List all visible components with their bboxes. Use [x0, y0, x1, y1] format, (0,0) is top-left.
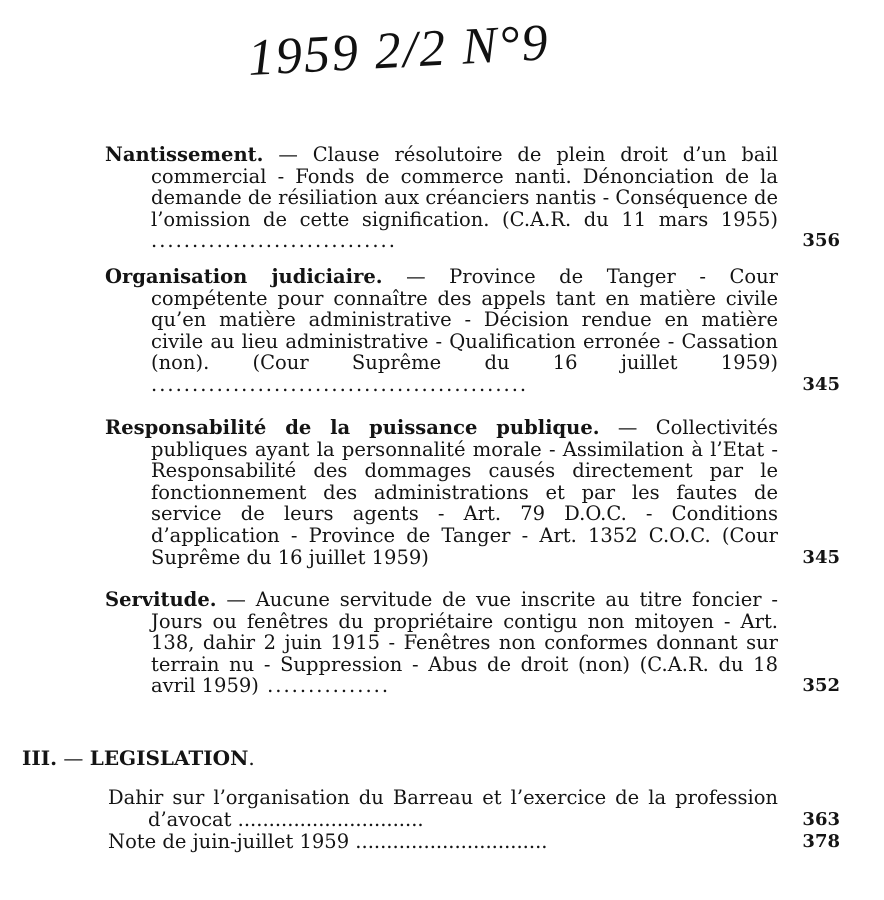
- legislation-text: Dahir sur l’organisation du Barreau et l’exercice de la profession d’avocat: [108, 786, 778, 831]
- entry-body: — Clause résolutoire de plein droit d’un bail commercial - Fonds de commerce nanti. Dénonciation de la demande de résiliation aux créanciers nantis - Conséquence de l’omission de cette signification. (C.A.R. du 11 mars 1955): [151, 143, 779, 231]
- page-number: 345: [802, 373, 840, 395]
- page-number: 356: [802, 230, 840, 252]
- entry-body: — Province de Tanger - Cour compétente pour connaître des appels tant en matière civile qu’en matière administrative - Décision rendue en matière civile au lieu administrative - Qualification erronée - Cassation (non). (Cour Suprême du 16 juillet 1959): [151, 265, 779, 375]
- leader-dots: ..............................: [231, 807, 424, 831]
- leader-dots: ..............................: [151, 229, 397, 253]
- section-numeral: III.: [22, 746, 58, 770]
- leader-dots: ..............................................: [151, 372, 529, 396]
- entry-heading: Servitude.: [105, 588, 217, 611]
- legislation-entry: [108, 831, 840, 853]
- section-heading: [22, 746, 255, 770]
- page-number: 352: [802, 675, 840, 697]
- page-number: 363: [802, 808, 840, 830]
- page-number: 378: [802, 831, 840, 852]
- entry-body: — Aucune servitude de vue inscrite au titre foncier - Jours ou fenêtres du propriétaire contigu non mitoyen - Art. 138, dahir 2 juin 1915 - Fenêtres non conformes donnant sur terrain nu - Suppression - Abus de droit (non) (C.A.R. du 18 avril 1959): [151, 588, 779, 698]
- leader-dots: ...............................: [349, 830, 548, 853]
- section-title: LEGISLATION: [89, 746, 249, 770]
- legislation-text: Note de juin-juillet 1959: [108, 830, 350, 853]
- index-entry: [105, 266, 840, 396]
- entry-heading: Nantissement.: [105, 143, 264, 166]
- legislation-entry: [108, 787, 840, 830]
- entry-body: — Collectivités publiques ayant la personnalité morale - Assimilation à l’Etat - Responsabilité des dommages causés directement par le fonctionnement des administrations et par les fautes de service de leurs agents - Art. 79 D.O.C. - Conditions d’application - Province de Tanger - Art. 1352 C.O.C. (Cour Suprême du 16 juillet 1959): [151, 416, 778, 569]
- page-number: 345: [802, 546, 840, 568]
- section-period: .: [248, 746, 255, 770]
- handwritten-archive-note: 1959 2/2 N°9: [246, 14, 551, 87]
- entry-heading: Organisation judiciaire.: [105, 265, 383, 288]
- index-entry: [105, 417, 840, 568]
- index-entry: [105, 589, 840, 697]
- section-dash: —: [63, 746, 84, 770]
- index-entry: [105, 144, 840, 252]
- entry-heading: Responsabilité de la puissance publique.: [105, 416, 600, 439]
- leader-dots: ...............: [258, 674, 391, 698]
